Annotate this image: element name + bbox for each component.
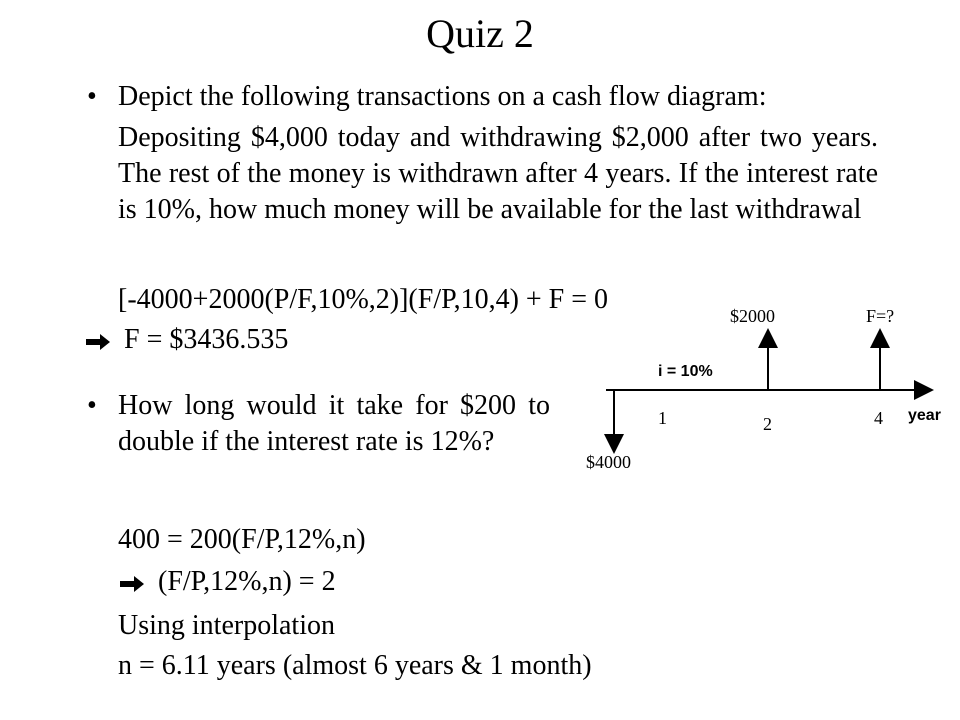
final-label: F=? <box>866 306 895 326</box>
question-1-answer-line <box>84 324 288 356</box>
question-1-equation: [-4000+2000(P/F,10%,2)](F/P,10,4) + F = 0 <box>118 284 609 315</box>
question-2-prompt: How long would it take for $200 to double if the interest rate is 12%? <box>118 390 550 457</box>
deposit-label: $4000 <box>586 452 631 472</box>
question-2-step-3: Using interpolation <box>118 610 335 641</box>
question-2-step-2: (F/P,12%,n) = 2 <box>158 566 336 597</box>
slide-title: Quiz 2 <box>426 11 534 56</box>
question-1-prompt: Depict the following transactions on a cash flow diagram: <box>118 81 767 112</box>
cash-flow-diagram <box>560 296 960 476</box>
tick-2: 2 <box>763 414 772 434</box>
tick-4: 4 <box>874 408 883 428</box>
axis-label: year <box>908 407 941 424</box>
right-arrow-icon <box>84 332 112 352</box>
right-arrow-icon <box>118 574 146 594</box>
question-2-step-1: 400 = 200(F/P,12%,n) <box>118 524 366 555</box>
rate-label: i = 10% <box>658 363 713 380</box>
withdrawal-label: $2000 <box>730 306 775 326</box>
question-2-answer: n = 6.11 years (almost 6 years & 1 month) <box>118 650 592 681</box>
question-2-step-2-line <box>118 566 336 598</box>
bullet-1: • <box>87 81 97 112</box>
tick-1: 1 <box>658 408 667 428</box>
question-1-body: Depositing $4,000 today and withdrawing $2,000 after two years. The rest of the money is withdrawn after 4 years. If the interest rate is 10%, how much money will be available for the last withdrawal <box>118 122 878 225</box>
bullet-2: • <box>87 390 97 421</box>
question-1-answer: F = $3436.535 <box>124 324 289 355</box>
